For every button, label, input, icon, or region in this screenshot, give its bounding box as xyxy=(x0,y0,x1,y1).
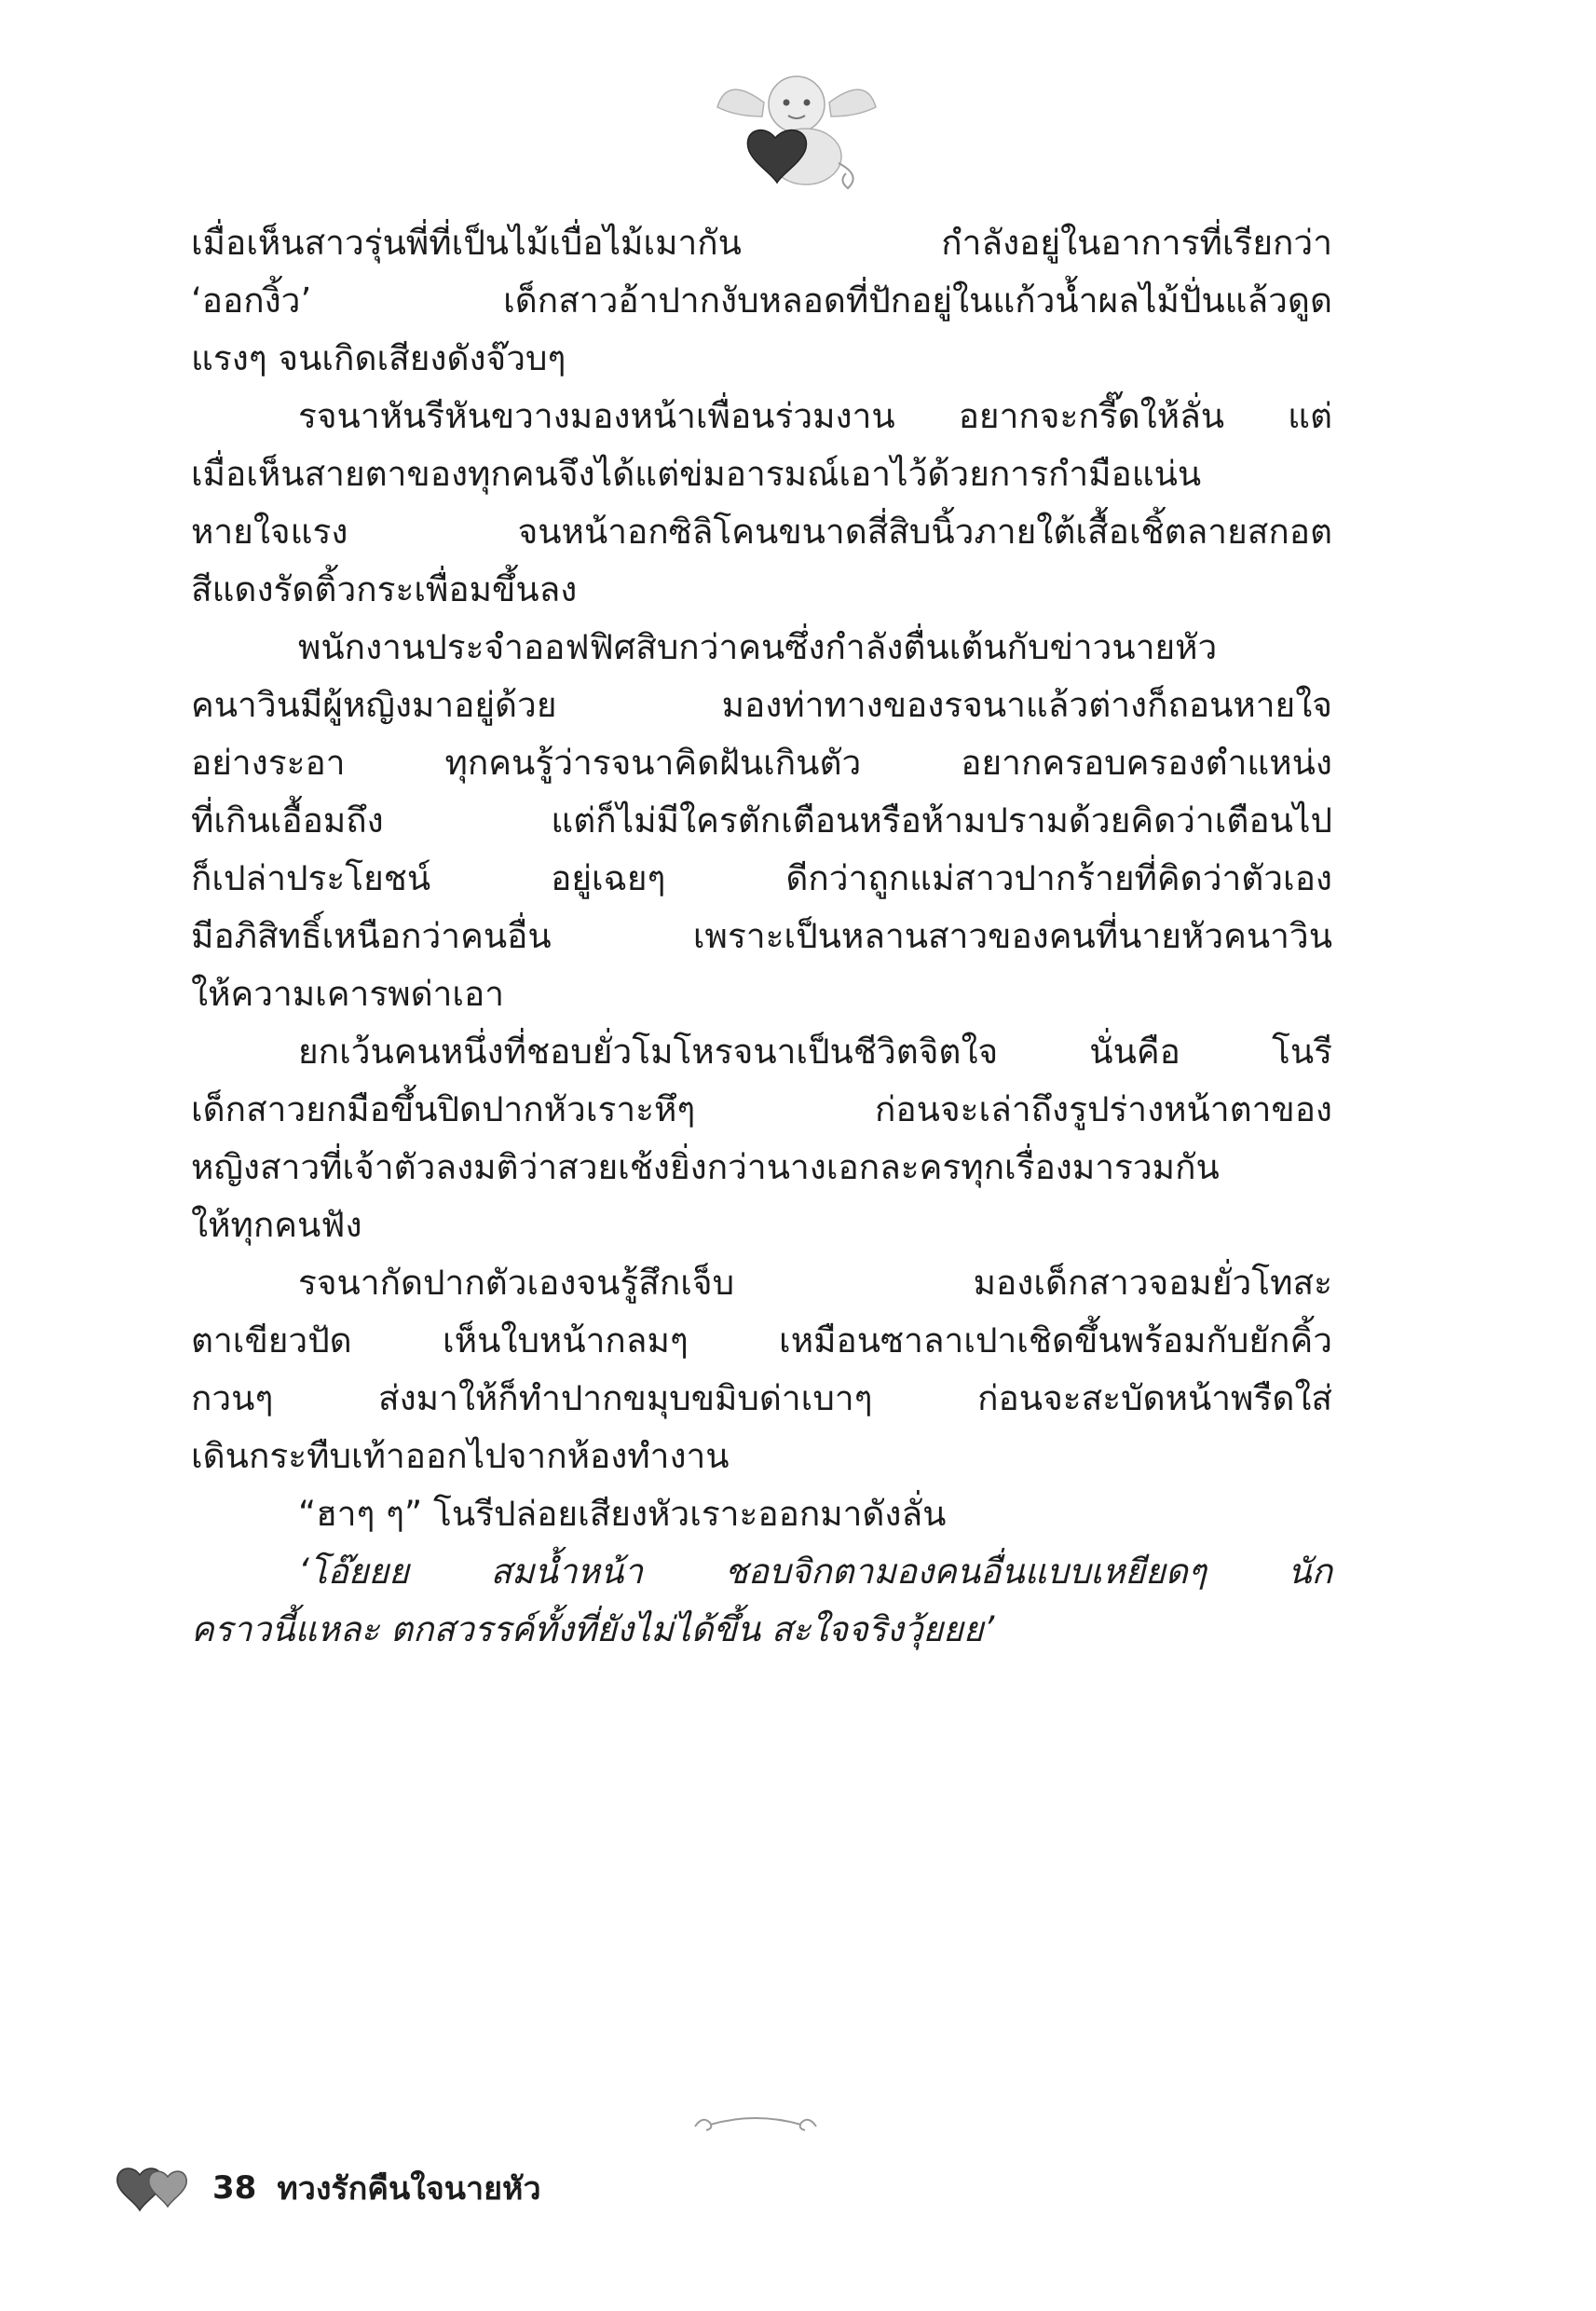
page-footer xyxy=(112,2160,541,2216)
text-line: เมื่อเห็นสายตาของทุกคนจึงได้แต่ข่มอารมณ์เอาไว้ด้วยการกำมือแน่น xyxy=(191,454,1202,494)
text-line: คราวนี้แหละ ตกสวรรค์ทั้งที่ยังไม่ได้ขึ้น สะใจจริงวุ้ยยย’ xyxy=(191,1609,995,1649)
page-number: 38 xyxy=(212,2169,257,2207)
text-line: ตาเขียวปัด เห็นใบหน้ากลมๆ เหมือนซาลาเปาเชิดขึ้นพร้อมกับยักคิ้ว xyxy=(191,1320,1332,1361)
book-title: ทวงรักคืนใจนายหัว xyxy=(277,2170,541,2208)
text-line: “ฮาๆ ๆ” โนรีปล่อยเสียงหัวเราะออกมาดังลั่น xyxy=(298,1494,947,1534)
paragraph xyxy=(191,1023,1332,1254)
text-line: เด็กสาวยกมือขึ้นปิดปากหัวเราะหึๆ ก่อนจะเล่าถึงรูปร่างหน้าตาของ xyxy=(191,1089,1332,1129)
text-line: สีแดงรัดติ้วกระเพื่อมขึ้นลง xyxy=(191,569,578,609)
text-line: ให้ทุกคนฟัง xyxy=(191,1205,362,1245)
text-line: ‘โอ๊ยยย สมน้ำหน้า ชอบจิกตามองคนอื่นแบบเหยียดๆ นัก xyxy=(298,1552,1332,1592)
cupid-heart-ornament-icon xyxy=(708,65,885,196)
text-line: กวนๆ ส่งมาให้ก็ทำปากขมุบขมิบด่าเบาๆ ก่อนจะสะบัดหน้าพรืดใส่ xyxy=(191,1378,1332,1418)
text-line: รจนากัดปากตัวเองจนรู้สึกเจ็บ มองเด็กสาวจอมยั่วโทสะ xyxy=(298,1263,1332,1303)
text-line: ให้ความเคารพด่าเอา xyxy=(191,974,505,1014)
text-line: รจนาหันรีหันขวางมองหน้าเพื่อนร่วมงาน อยากจะกรี๊ดให้ลั่น แต่ xyxy=(298,396,1332,436)
text-line: ที่เกินเอื้อมถึง แต่ก็ไม่มีใครตักเตือนหรือห้ามปรามด้วยคิดว่าเตือนไป xyxy=(191,800,1332,841)
text-line: ยกเว้นคนหนึ่งที่ชอบยั่วโมโหรจนาเป็นชีวิตจิตใจ นั่นคือ โนรี xyxy=(298,1032,1332,1072)
paragraph xyxy=(191,214,1332,388)
body-text xyxy=(191,214,1332,1659)
paragraph xyxy=(191,1485,1332,1543)
paragraph xyxy=(191,1254,1332,1485)
text-line: เดินกระทืบเท้าออกไปจากห้องทำงาน xyxy=(191,1436,730,1476)
text-line: อย่างระอา ทุกคนรู้ว่ารจนาคิดฝันเกินตัว อยากครอบครองตำแหน่ง xyxy=(191,743,1332,783)
paragraph xyxy=(191,388,1332,619)
text-line: พนักงานประจำออฟฟิศสิบกว่าคนซึ่งกำลังตื่นเต้นกับข่าวนายหัว xyxy=(298,627,1218,667)
text-line: ก็เปล่าประโยชน์ อยู่เฉยๆ ดีกว่าถูกแม่สาวปากร้ายที่คิดว่าตัวเอง xyxy=(191,858,1332,898)
text-line: เมื่อเห็นสาวรุ่นพี่ที่เป็นไม้เบื่อไม้เมากัน กำลังอยู่ในอาการที่เรียกว่า xyxy=(191,223,1332,263)
text-line: คนาวินมีผู้หญิงมาอยู่ด้วย มองท่าทางของรจนาแล้วต่างก็ถอนหายใจ xyxy=(191,685,1332,725)
text-line: หญิงสาวที่เจ้าตัวลงมติว่าสวยเช้งยิ่งกว่านางเอกละครทุกเรื่องมารวมกัน xyxy=(191,1147,1220,1187)
paragraph xyxy=(191,1543,1332,1659)
text-line: หายใจแรง จนหน้าอกซิลิโคนขนาดสี่สิบนิ้วภายใต้เสื้อเชิ้ตลายสกอต xyxy=(191,512,1332,552)
paragraph xyxy=(191,619,1332,1023)
text-line: แรงๆ จนเกิดเสียงดังจ๊วบๆ xyxy=(191,338,566,378)
text-line: ‘ออกงิ้ว’ เด็กสาวอ้าปากงับหลอดที่ปักอยู่ในแก้วน้ำผลไม้ปั่นแล้วดูด xyxy=(191,280,1332,321)
text-line: มีอภิสิทธิ์เหนือกว่าคนอื่น เพราะเป็นหลานสาวของคนที่นายหัวคนาวิน xyxy=(191,916,1332,956)
two-hearts-icon xyxy=(112,2162,196,2214)
swirl-divider-icon xyxy=(686,2108,825,2141)
